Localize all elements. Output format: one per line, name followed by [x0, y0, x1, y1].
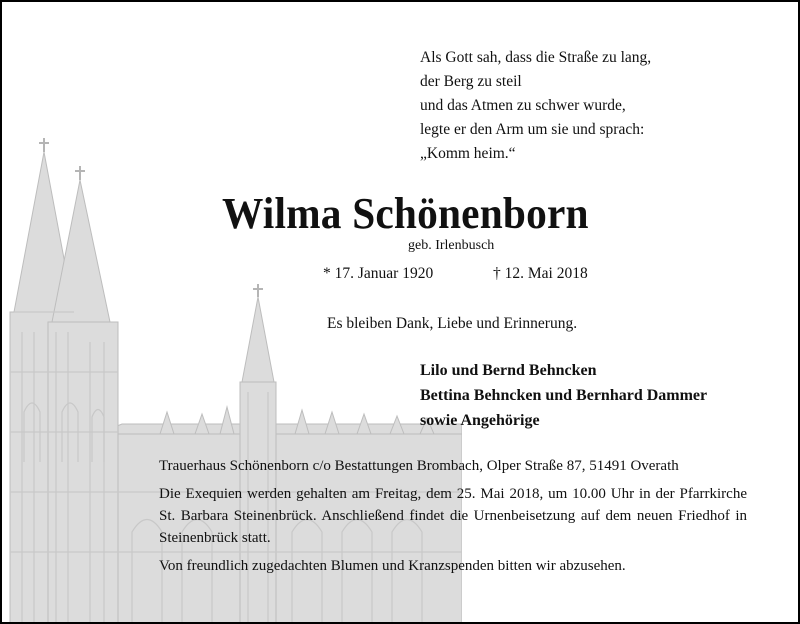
birth-date: * 17. Januar 1920 [323, 265, 434, 282]
poem-line: der Berg zu steil [420, 73, 522, 90]
poem-line: Als Gott sah, dass die Straße zu lang, [420, 49, 652, 66]
mourning-house-address: Trauerhaus Schönenborn c/o Bestattungen Brombach, Olper Straße 87, 51491 Overath [159, 458, 679, 474]
poem-line: „Komm heim.“ [420, 145, 516, 162]
funeral-details: Die Exequien werden gehalten am Freitag, dem 25. Mai 2018, um 10.00 Uhr in der Pfarrkirche St. Barbara Steinenbrück. Anschließend findet die Urnenbeisetzung auf dem neuen Friedhof in Steinenbrück statt. [159, 486, 747, 546]
mourner: Bettina Behncken und Bernhard Dammer [420, 387, 708, 404]
mourner: Lilo und Bernd Behncken [420, 362, 597, 379]
poem [420, 46, 651, 166]
death-date: † 12. Mai 2018 [493, 265, 588, 282]
maiden-name: geb. Irlenbusch [408, 238, 495, 253]
mourners-list [420, 358, 707, 433]
poem-line: legte er den Arm um sie und sprach: [420, 121, 645, 138]
funeral-info [159, 455, 747, 583]
thanks-line: Es bleiben Dank, Liebe und Erinnerung. [327, 315, 578, 332]
mourner: sowie Angehörige [420, 412, 540, 429]
poem-line: und das Atmen zu schwer wurde, [420, 97, 626, 114]
flowers-note: Von freundlich zugedachten Blumen und Kranzspenden bitten wir abzusehen. [159, 558, 626, 574]
deceased-name: Wilma Schönenborn [222, 189, 589, 238]
